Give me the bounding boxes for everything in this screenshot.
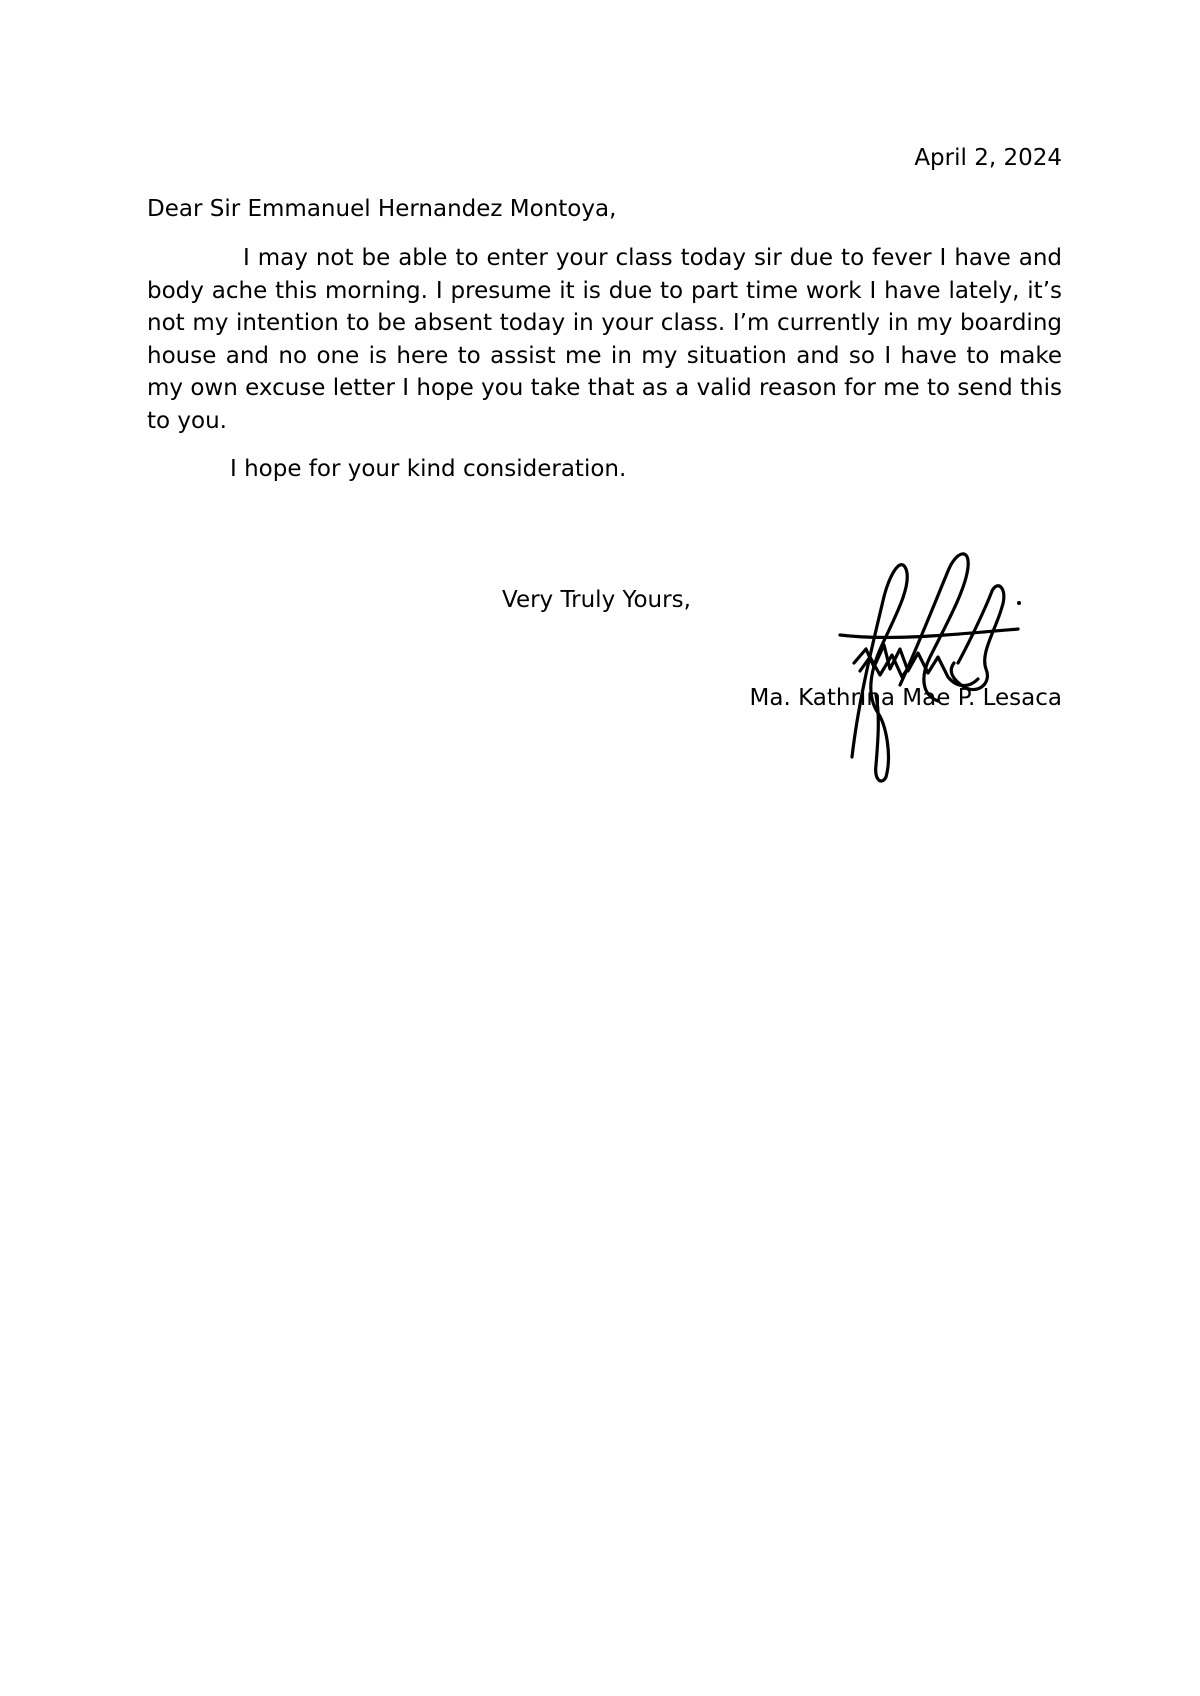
salutation: Dear Sir Emmanuel Hernandez Montoya, xyxy=(147,196,617,222)
letter-date: April 2, 2024 xyxy=(914,145,1062,171)
closing-paragraph: I hope for your kind consideration. xyxy=(230,456,627,482)
body-paragraph: I may not be able to enter your class today sir due to fever I have and body ache this morning. I presume it is due to part time work I have lately, it’s not my intention to be absent today in your class. I’m currently in my boarding house and no one is here to assist me in my situation and so I have to make my own excuse letter I hope you take that as a valid reason for me to send this to you. xyxy=(147,245,1062,434)
handwritten-signature xyxy=(830,545,1030,785)
complimentary-close: Very Truly Yours, xyxy=(502,587,691,613)
sender-name: Ma. Kathrina Mae P. Lesaca xyxy=(749,685,1062,711)
